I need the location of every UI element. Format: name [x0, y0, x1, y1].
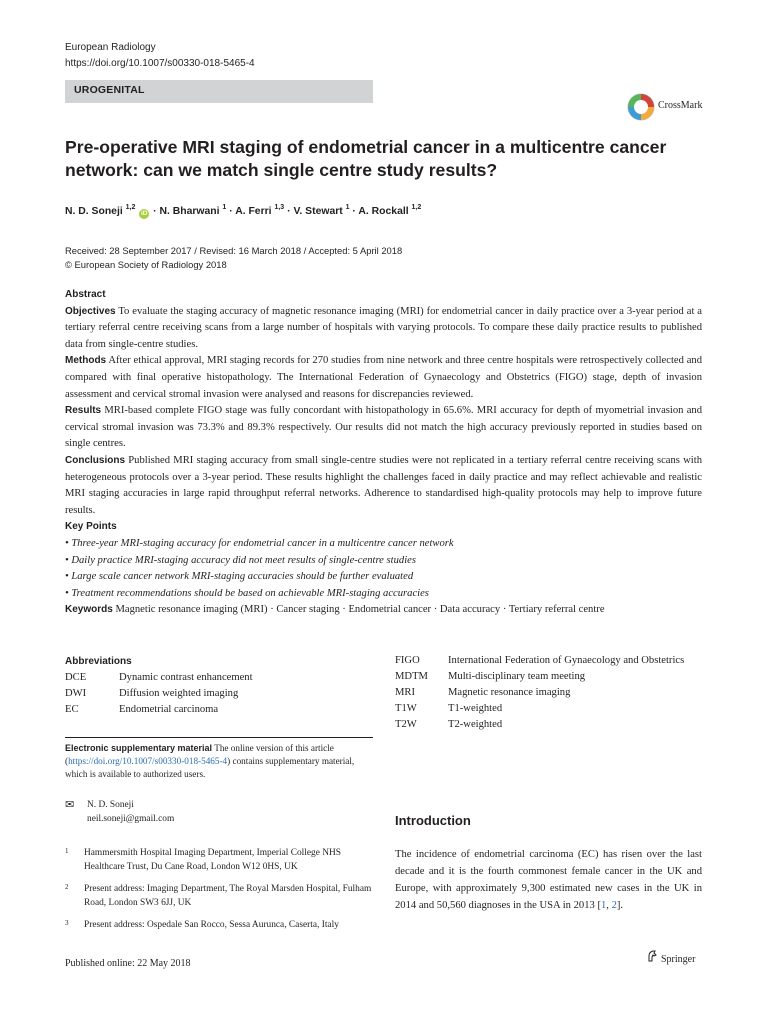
abstract-methods: [65, 353, 702, 403]
abbreviations-left: [65, 654, 253, 718]
abbreviation-value: Dynamic contrast enhancement: [119, 672, 253, 683]
author-affiliation: 1: [222, 204, 227, 211]
conclusions-label: Conclusions: [65, 454, 126, 466]
section-bar: [65, 80, 373, 103]
affiliation-number: 2: [65, 883, 69, 891]
introduction-end: ].: [616, 900, 624, 911]
crossmark-badge[interactable]: [626, 92, 708, 122]
supplementary-link[interactable]: https://doi.org/10.1007/s00330-018-5465-4: [68, 756, 228, 766]
author-name[interactable]: N. Bharwani: [159, 206, 220, 217]
abstract-results: [65, 403, 702, 453]
affiliation-text: Present address: Ospedale San Rocco, Sessa Aurunca, Caserta, Italy: [84, 920, 339, 930]
affiliation: [65, 846, 377, 874]
author-affiliation: 1,2: [411, 204, 422, 211]
abbreviation-value: International Federation of Gynaecology and Obstetrics: [448, 655, 685, 666]
author-affiliation: 1,2: [125, 204, 136, 211]
section-label: UROGENITAL: [74, 84, 145, 96]
abbreviation-value: Multi-disciplinary team meeting: [448, 671, 586, 682]
methods-text: After ethical approval, MRI staging records for 270 studies from nine network and three centre hospitals were retrospectively collected and compared with final operative histopathology. The International Federation of Gynaecology and Obstetrics (FIGO) stage, depth of invasion assessment and cervical stromal invasion were analysed and reasons for discrepancies reviewed.: [65, 355, 702, 400]
author-name[interactable]: A. Ferri: [235, 206, 272, 217]
article-title: Pre-operative MRI staging of endometrial cancer in a multicentre cancer network: can we match single centre study results?: [65, 137, 667, 180]
crossmark-label: CrossMark: [658, 100, 703, 111]
doi-link[interactable]: https://doi.org/10.1007/s00330-018-5465-4: [65, 58, 255, 69]
affiliation-text: Hammersmith Hospital Imaging Department, Imperial College NHS Healthcare Trust, Du Cane Road, London W12 0HS, UK: [84, 848, 341, 872]
abstract: [65, 287, 702, 602]
abbreviation-value: T1-weighted: [448, 703, 503, 714]
abbreviation-row: [395, 685, 702, 701]
supplementary-label: Electronic supplementary material: [65, 743, 213, 753]
conclusions-text: Published MRI staging accuracy from small single-centre studies were not replicated in a tertiary referral centre receiving scans with heterogeneous protocols over a 3-year period. These results highlight the challenges faced in daily practice and may reflect achievable and realistic MRI staging accuracies in large rapid throughput referral networks. Adherence to standardised high-quality protocols may help to improve future results.: [65, 454, 702, 516]
correspondence-email[interactable]: neil.soneji@gmail.com: [87, 814, 175, 824]
abbreviation-key: T1W: [395, 703, 417, 714]
abbreviation-row: [395, 701, 702, 717]
abbreviation-value: T2-weighted: [448, 719, 503, 730]
abbreviation-row: [395, 717, 702, 733]
author-name[interactable]: N. D. Soneji: [65, 206, 123, 217]
abbreviation-key: DCE: [65, 672, 87, 683]
publisher-logo: [646, 950, 695, 965]
divider: [65, 737, 373, 738]
abbreviation-row: [395, 653, 702, 669]
abbreviation-value: Magnetic resonance imaging: [448, 687, 571, 698]
abbreviation-row: [65, 686, 253, 702]
abbreviation-key: FIGO: [395, 655, 420, 666]
correspondence-name: N. D. Soneji: [87, 800, 134, 810]
objectives-label: Objectives: [65, 305, 116, 317]
abbreviation-row: [65, 670, 253, 686]
abbreviation-key: T2W: [395, 719, 417, 730]
reference-separator: ,: [606, 900, 612, 911]
key-point: • Daily practice MRI-staging accuracy did not meet results of single-centre studies: [65, 554, 416, 566]
objectives-text: To evaluate the staging accuracy of magnetic resonance imaging (MRI) for endometrial cancer in daily practice over a 3-year period at a tertiary referral centre receiving scans from a large number of hospitals with varying protocols. To compare these daily practice results to published data from single-centre studies.: [65, 305, 702, 350]
abbreviation-value: Endometrial carcinoma: [119, 704, 219, 715]
envelope-icon: ✉: [65, 799, 75, 811]
supplementary-text-2: ) contains supplementary material, which is available to authorized users.: [65, 756, 355, 779]
supplementary-note: [65, 742, 373, 781]
crossmark-icon: [626, 92, 656, 122]
abstract-objectives: [65, 304, 702, 354]
results-text: MRI-based complete FIGO stage was fully concordant with histopathology in 65.6%. MRI accuracy for depth of myometrial invasion and cervical stromal invasion was 73.3% and 89.3% respectively. Our results did not match the high accuracy previously reported in studies based on single centres.: [65, 405, 702, 450]
abstract-conclusions: [65, 453, 702, 519]
keywords: [65, 604, 605, 615]
affiliation: [65, 918, 377, 932]
abstract-heading: Abstract: [65, 289, 106, 300]
key-point: • Three-year MRI-staging accuracy for endometrial cancer in a multicentre cancer network: [65, 537, 454, 549]
abbreviation-key: MRI: [395, 687, 416, 698]
affiliation-number: 1: [65, 847, 69, 855]
affiliation: [65, 882, 377, 910]
key-point: • Large scale cancer network MRI-staging accuracies should be further evaluated: [65, 571, 414, 583]
dates: Received: 28 September 2017 / Revised: 16 March 2018 / Accepted: 5 April 2018: [65, 245, 403, 256]
abbreviation-key: MDTM: [395, 671, 428, 682]
key-point: • Treatment recommendations should be based on achievable MRI-staging accuracies: [65, 587, 429, 599]
journal-name: European Radiology: [65, 42, 156, 53]
abbreviation-value: Diffusion weighted imaging: [119, 688, 239, 699]
introduction-body: The incidence of endometrial carcinoma (EC) has risen over the last decade and it is the fourth commonest female cancer in the UK and Europe, with approximately 9,300 estimated new cases in the UK in 2014 and 50,560 diagnoses in the USA in 2013 [: [395, 849, 702, 911]
reference-link[interactable]: 2: [611, 900, 617, 911]
introduction-heading: Introduction: [395, 813, 471, 828]
keywords-text: Magnetic resonance imaging (MRI) · Cancer staging · Endometrial cancer · Data accuracy · Tertiary referral centre: [115, 604, 605, 615]
abbreviation-row: [65, 702, 253, 718]
copyright: © European Society of Radiology 2018: [65, 259, 227, 270]
methods-label: Methods: [65, 355, 107, 367]
abbreviation-key: EC: [65, 704, 79, 715]
keywords-label: Keywords: [65, 604, 113, 615]
results-label: Results: [65, 405, 102, 417]
abbreviations-right: [395, 653, 702, 733]
author-name[interactable]: A. Rockall: [358, 206, 409, 217]
author-list: N. D. Soneji $^{1,2}$ iD · N. Bharwani $^1$ · A. Ferri $^{1,3}$ · V. Stewart $^1$ · A. Rockall $^{1,2}$: [65, 204, 422, 217]
publisher-name: Springer: [661, 954, 696, 965]
orcid-icon[interactable]: iD: [141, 210, 148, 217]
supplementary-text-1: The online version of this article (: [65, 743, 334, 766]
affiliations: [65, 846, 377, 940]
reference-link[interactable]: 1: [600, 900, 607, 911]
abbreviation-row: [395, 669, 702, 685]
introduction-text: [395, 846, 702, 914]
journal-header: [65, 40, 255, 72]
keypoints-label: Key Points: [65, 521, 117, 533]
author-affiliation: 1: [345, 204, 350, 211]
affiliation-text: Present address: Imaging Department, The Royal Marsden Hospital, Fulham Road, London SW3 6JJ, UK: [84, 884, 372, 908]
author-affiliation: 1,3: [274, 204, 285, 211]
abbreviations-heading: Abbreviations: [65, 656, 132, 667]
article-history: [65, 244, 402, 272]
springer-horse-icon: [646, 950, 658, 965]
abbreviation-key: DWI: [65, 688, 87, 699]
author-name[interactable]: V. Stewart: [293, 206, 343, 217]
affiliation-number: 3: [65, 919, 69, 927]
published-date: Published online: 22 May 2018: [65, 958, 191, 969]
